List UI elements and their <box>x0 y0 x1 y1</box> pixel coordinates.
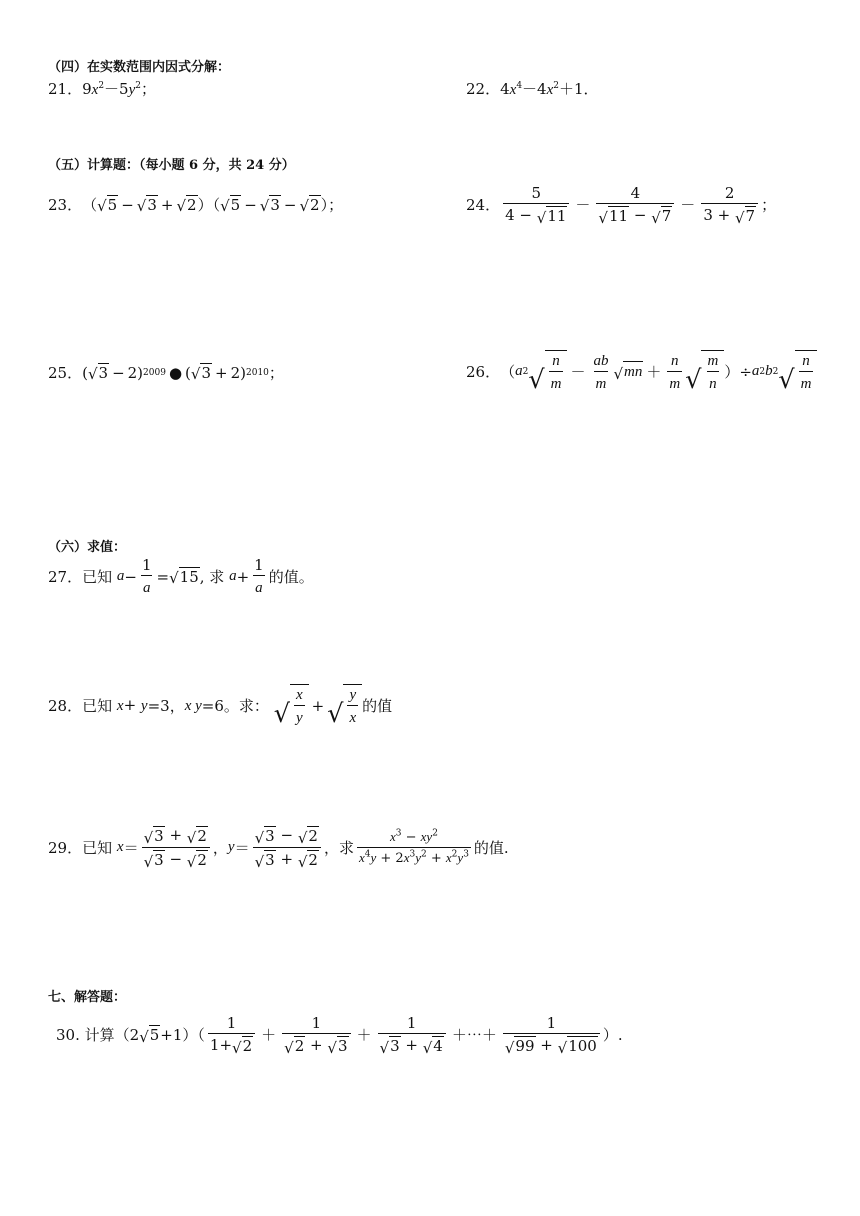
expression: $9x^2-5y^2$； <box>82 80 157 98</box>
expression: a + $\frac{1}{a}$ <box>229 556 264 596</box>
expression: （ √ 5 − √ 3 + √ 2 ）（ √ 5 − √ 3 − √ 2 ）； <box>82 195 344 216</box>
problem-number: 28． <box>48 697 83 715</box>
problem-number: 26． <box>466 363 501 381</box>
text: 已知 <box>82 697 113 715</box>
problem-number: 25． <box>48 364 83 382</box>
problem-22 <box>466 78 599 99</box>
text: =3， <box>147 697 185 715</box>
text: 的值 <box>362 697 393 715</box>
problem-number: 22． <box>466 80 501 98</box>
text: +1）（ <box>160 1026 205 1045</box>
text: 计算（2 <box>84 1026 140 1045</box>
section-4-title: （四）在实数范围内因式分解： <box>48 60 231 75</box>
problem-29 <box>48 826 509 870</box>
expression: $\frac{x^3 - xy^2}{x^4y + 2x^3y^2 + x^2y^3}$ <box>358 828 469 866</box>
problem-21 <box>48 78 156 99</box>
expression: 5 4 − √ 11 － 4 √ 11 − √ 7 － 2 3 + √ 7 ； <box>505 184 777 227</box>
expression: x ＝ √ 3 + √ 2 √ 3 − √ 2 ， y ＝ √ 3 − √ 2 √ 3 + √ 2 <box>112 826 324 870</box>
problem-24 <box>466 184 776 226</box>
problem-number: 29． <box>48 839 83 858</box>
text: ，求 <box>323 839 354 858</box>
expression: x y <box>184 698 202 714</box>
text: 的值。 <box>268 568 314 586</box>
problem-number: 24． <box>466 196 501 215</box>
problem-26 <box>466 350 817 393</box>
text: 已知 <box>82 568 113 586</box>
problem-23 <box>48 194 343 215</box>
problem-number: 21． <box>48 80 83 98</box>
text: =6。求： <box>201 697 269 715</box>
expression: ( √ 3 − 2) 2009 ● ( √ 3 + 2) 2010 ； <box>82 363 284 384</box>
section-6-title: （六）求值： <box>48 540 127 555</box>
expression: √ 5 <box>139 1026 160 1046</box>
problem-25 <box>48 362 284 383</box>
expression: √ $\frac{x}{y}$ + √ $\frac{y}{x}$ <box>269 684 362 727</box>
expression: （ a 2 √ $\frac{n}{m}$ － $\frac{ab}{m}$ √ mn ＋ $\frac{n}{m}$ √ $\frac{m}{n}$ ）÷ a 2 b 2 √ $\frac{n}{m}$ <box>500 350 817 393</box>
problem-number: 27． <box>48 568 83 586</box>
problem-28 <box>48 684 392 727</box>
problem-number: 23． <box>48 196 83 214</box>
problem-30 <box>56 1014 623 1056</box>
text: , 求 <box>199 568 225 586</box>
text: ）. <box>602 1026 623 1045</box>
problem-number: 30. <box>56 1025 80 1044</box>
problem-27 <box>48 556 314 597</box>
expression: 1 1+ √ 2 ＋ 1 √ 2 + √ 3 ＋ 1 √ 3 + √ 4 ＋⋯＋ 1 √ 99 + √ 100 <box>205 1014 603 1056</box>
section-7-title: 七、解答题： <box>48 990 127 1005</box>
text: 已知 <box>82 839 113 858</box>
expression: $4x^4-4x^2+1$． <box>500 80 599 98</box>
text: 的值. <box>473 839 509 858</box>
expression: a − $\frac{1}{a}$ = √ 15 <box>116 556 199 596</box>
section-5-title: （五）计算题：（每小题 6 分，共 24 分） <box>48 158 295 173</box>
expression: x+ y <box>116 696 148 714</box>
